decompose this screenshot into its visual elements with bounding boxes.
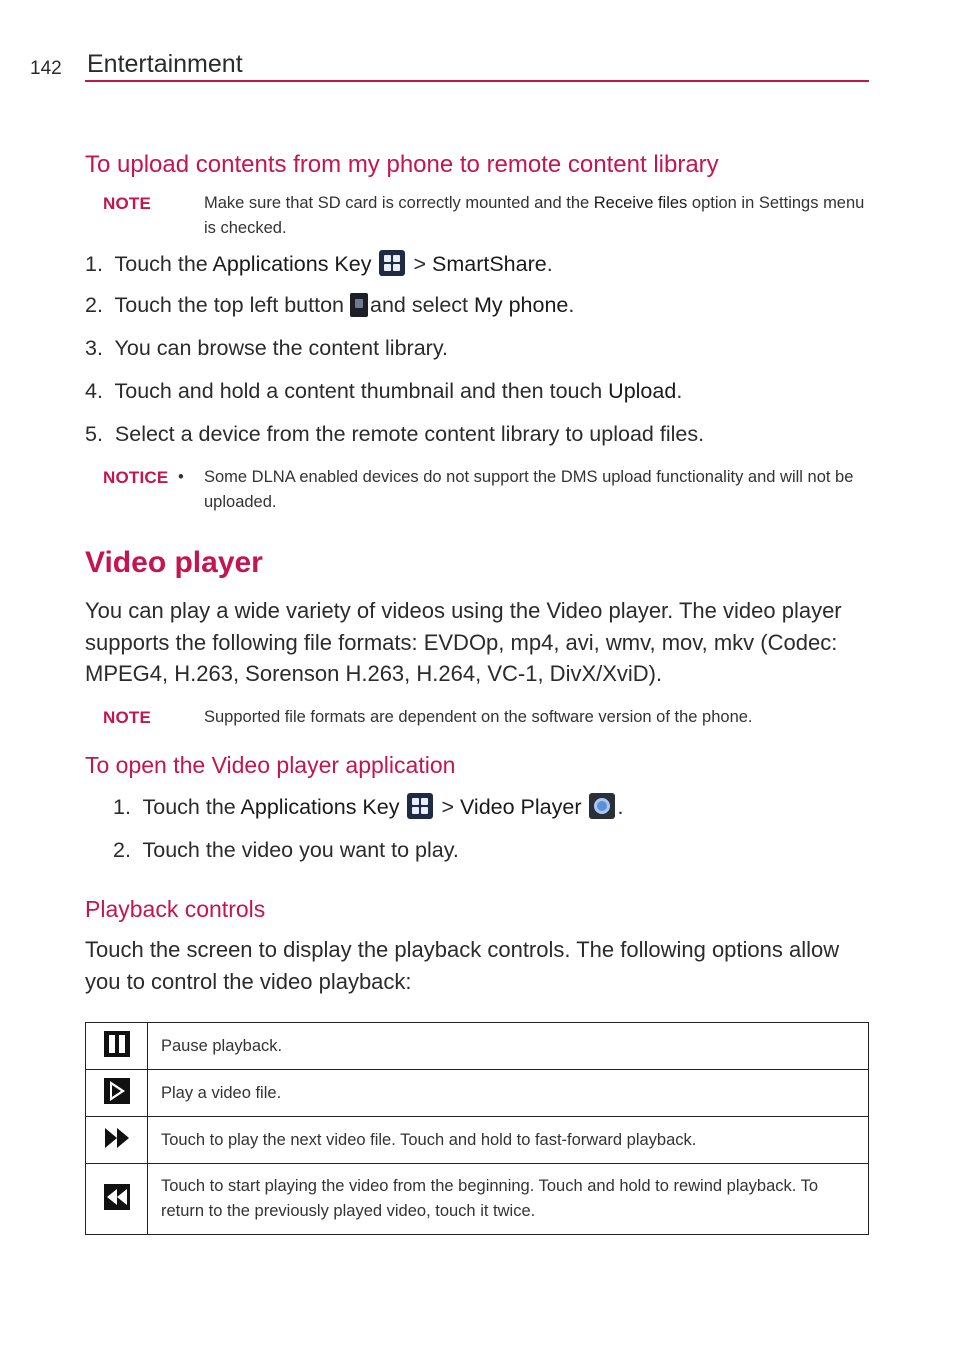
control-description: Touch to play the next video file. Touch and hold to fast-forward playback. bbox=[148, 1117, 869, 1164]
fast-forward-icon bbox=[103, 1124, 131, 1152]
upload-step-4: 4. Touch and hold a content thumbnail and then touch Upload. bbox=[85, 379, 683, 403]
control-description: Play a video file. bbox=[148, 1070, 869, 1117]
note-label: NOTE bbox=[103, 194, 152, 213]
video-player-icon bbox=[589, 793, 615, 819]
video-note-label: NOTE bbox=[103, 708, 152, 727]
page-number: 142 bbox=[30, 58, 62, 79]
control-description: Pause playback. bbox=[148, 1023, 869, 1070]
notice-text: Some DLNA enabled devices do not support the DMS upload functionality and will not be uploaded. bbox=[204, 468, 854, 511]
upload-step-2: 2. Touch the top left button and select My phone. bbox=[85, 293, 575, 317]
table-row bbox=[86, 1117, 869, 1164]
upload-step-5: 5. Select a device from the remote content library to upload files. bbox=[85, 422, 705, 446]
playback-intro: Touch the screen to display the playback controls. The following options allow you to control the video playback: bbox=[85, 937, 840, 994]
applications-key-icon bbox=[407, 793, 433, 819]
pause-icon bbox=[103, 1030, 131, 1058]
open-video-heading: To open the Video player application bbox=[85, 752, 456, 778]
upload-heading: To upload contents from my phone to remote content library bbox=[85, 151, 719, 178]
playback-controls-table bbox=[85, 1022, 869, 1235]
section-title: Entertainment bbox=[87, 50, 243, 78]
table-row bbox=[86, 1070, 869, 1117]
header-rule bbox=[85, 80, 869, 82]
table-row bbox=[86, 1164, 869, 1235]
top-left-button-icon bbox=[350, 293, 368, 317]
upload-step-1: 1. Touch the Applications Key > SmartShare. bbox=[85, 252, 553, 276]
play-icon bbox=[103, 1077, 131, 1105]
video-intro: You can play a wide variety of videos using the Video player. The video player supports the following file formats: EVDOp, mp4, avi, wmv, mov, mkv (Codec: MPEG4, H.263, Sorenson H.263, H.264, VC-1, DivX/XviD). bbox=[85, 598, 842, 686]
notice-bullet: • bbox=[178, 468, 184, 486]
table-row bbox=[86, 1023, 869, 1070]
applications-key-icon bbox=[379, 250, 405, 276]
upload-note-text: Make sure that SD card is correctly mounted and the Receive files option in Settings menu is checked. bbox=[204, 194, 865, 237]
open-step-2: 2. Touch the video you want to play. bbox=[113, 838, 459, 862]
rewind-icon bbox=[103, 1183, 131, 1211]
control-description: Touch to start playing the video from the beginning. Touch and hold to rewind playback. To return to the previously played video, touch it twice. bbox=[148, 1164, 869, 1235]
open-step-1: 1. Touch the Applications Key > Video Player . bbox=[113, 795, 624, 819]
notice-label: NOTICE bbox=[103, 468, 169, 487]
upload-step-3: 3. You can browse the content library. bbox=[85, 336, 448, 360]
video-note-text: Supported file formats are dependent on the software version of the phone. bbox=[204, 708, 753, 726]
playback-controls-heading: Playback controls bbox=[85, 896, 266, 922]
video-player-heading: Video player bbox=[85, 546, 263, 579]
